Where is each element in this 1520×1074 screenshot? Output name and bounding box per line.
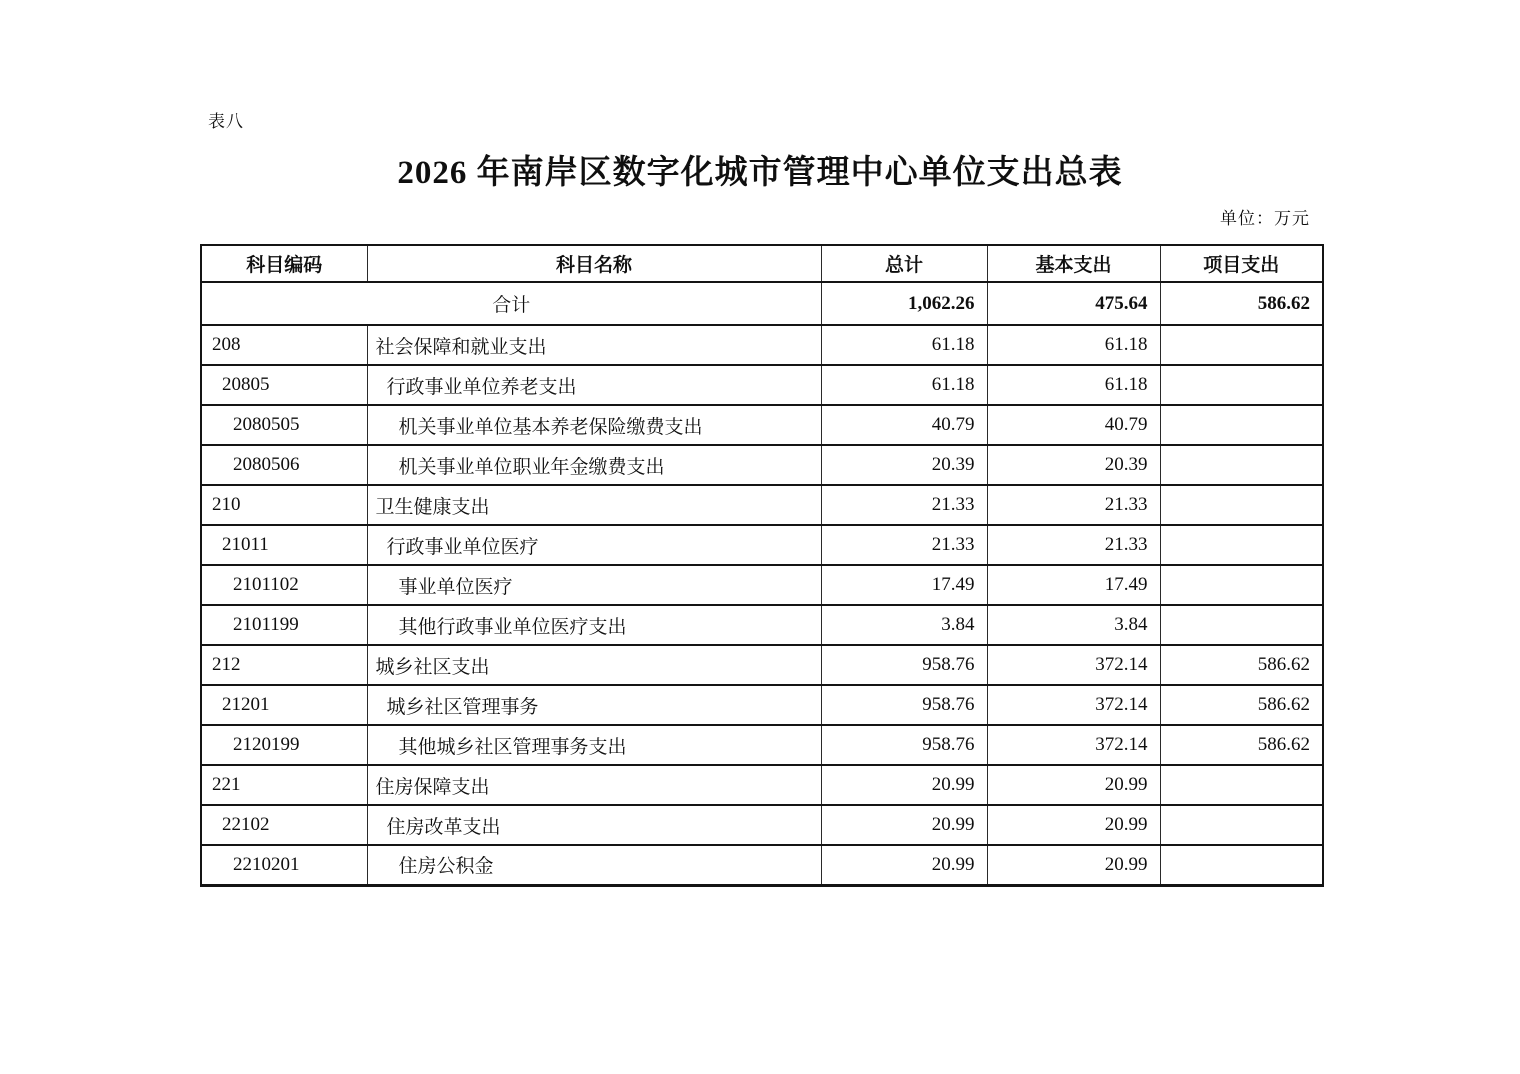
subject-code-cell: 2120199 [201,725,367,765]
subject-name-cell: 社会保障和就业支出 [367,325,821,365]
table-row [201,685,1323,725]
col-header-basic: 基本支出 [987,245,1160,282]
total-row [201,282,1323,325]
col-header-subject-code: 科目编码 [201,245,367,282]
subject-name-cell: 住房保障支出 [367,765,821,805]
expenditure-table [200,244,1324,887]
table-row [201,805,1323,845]
total-value-cell: 61.18 [821,365,987,405]
basic-value-cell: 61.18 [987,365,1160,405]
basic-value-cell: 20.99 [987,765,1160,805]
total-value-cell: 20.99 [821,845,987,885]
project-value-cell [1160,485,1323,525]
subject-code-cell: 2080505 [201,405,367,445]
table-row [201,325,1323,365]
unit-note: 单位：万元 [1220,209,1310,228]
total-value-cell: 21.33 [821,485,987,525]
table-row [201,845,1323,885]
subject-name-cell: 城乡社区管理事务 [367,685,821,725]
subject-code-cell: 2080506 [201,445,367,485]
table-row [201,405,1323,445]
basic-value-cell: 17.49 [987,565,1160,605]
project-value-cell [1160,525,1323,565]
subject-code-cell: 221 [201,765,367,805]
subject-code-cell: 2101102 [201,565,367,605]
page-title: 2026 年南岸区数字化城市管理中心单位支出总表 [397,155,1123,191]
subject-name-cell: 卫生健康支出 [367,485,821,525]
project-value-cell [1160,845,1323,885]
basic-value-cell: 3.84 [987,605,1160,645]
subject-code-cell: 21201 [201,685,367,725]
project-value-cell [1160,325,1323,365]
basic-value-cell: 20.99 [987,845,1160,885]
total-value-cell: 20.99 [821,805,987,845]
subject-code-cell: 212 [201,645,367,685]
table-row [201,485,1323,525]
table-row [201,565,1323,605]
subject-name-cell: 事业单位医疗 [367,565,821,605]
project-value-cell: 586.62 [1160,645,1323,685]
subject-code-cell: 2101199 [201,605,367,645]
subject-name-cell: 行政事业单位医疗 [367,525,821,565]
project-value-cell [1160,805,1323,845]
basic-value-cell: 20.39 [987,445,1160,485]
subject-code-cell: 21011 [201,525,367,565]
col-header-project: 项目支出 [1160,245,1323,282]
col-header-total: 总计 [821,245,987,282]
subject-code-cell: 22102 [201,805,367,845]
subject-code-cell: 210 [201,485,367,525]
project-value-cell [1160,405,1323,445]
subject-code-cell: 2210201 [201,845,367,885]
subject-name-cell: 机关事业单位基本养老保险缴费支出 [367,405,821,445]
table-row [201,365,1323,405]
total-value-cell: 3.84 [821,605,987,645]
total-value-cell: 958.76 [821,685,987,725]
subject-name-cell: 其他城乡社区管理事务支出 [367,725,821,765]
project-value-cell [1160,445,1323,485]
basic-value-cell: 40.79 [987,405,1160,445]
total-value-cell: 40.79 [821,405,987,445]
total-value-cell: 21.33 [821,525,987,565]
basic-value-cell: 20.99 [987,805,1160,845]
subject-code-cell: 20805 [201,365,367,405]
total-value-cell: 20.99 [821,765,987,805]
total-value-cell: 958.76 [821,725,987,765]
project-value-cell [1160,365,1323,405]
subject-name-cell: 机关事业单位职业年金缴费支出 [367,445,821,485]
total-row-label: 合计 [201,282,821,325]
subject-name-cell: 行政事业单位养老支出 [367,365,821,405]
basic-value-cell: 21.33 [987,485,1160,525]
basic-value-cell: 21.33 [987,525,1160,565]
total-value-cell: 20.39 [821,445,987,485]
basic-value-cell: 372.14 [987,685,1160,725]
table-header-row [201,245,1323,282]
table-row [201,765,1323,805]
table-row [201,445,1323,485]
subject-name-cell: 城乡社区支出 [367,645,821,685]
col-header-subject-name: 科目名称 [367,245,821,282]
total-value-cell: 61.18 [821,325,987,365]
project-value-cell: 586.62 [1160,685,1323,725]
total-row-total-value: 1,062.26 [821,282,987,325]
basic-value-cell: 372.14 [987,645,1160,685]
table-row [201,645,1323,685]
table-number-label: 表八 [208,112,244,131]
table-row [201,525,1323,565]
table-row [201,725,1323,765]
subject-name-cell: 住房改革支出 [367,805,821,845]
total-row-basic-value: 475.64 [987,282,1160,325]
basic-value-cell: 372.14 [987,725,1160,765]
total-row-project-value: 586.62 [1160,282,1323,325]
project-value-cell [1160,565,1323,605]
project-value-cell: 586.62 [1160,725,1323,765]
subject-name-cell: 住房公积金 [367,845,821,885]
project-value-cell [1160,765,1323,805]
table-row [201,605,1323,645]
total-value-cell: 958.76 [821,645,987,685]
basic-value-cell: 61.18 [987,325,1160,365]
total-value-cell: 17.49 [821,565,987,605]
project-value-cell [1160,605,1323,645]
subject-name-cell: 其他行政事业单位医疗支出 [367,605,821,645]
subject-code-cell: 208 [201,325,367,365]
